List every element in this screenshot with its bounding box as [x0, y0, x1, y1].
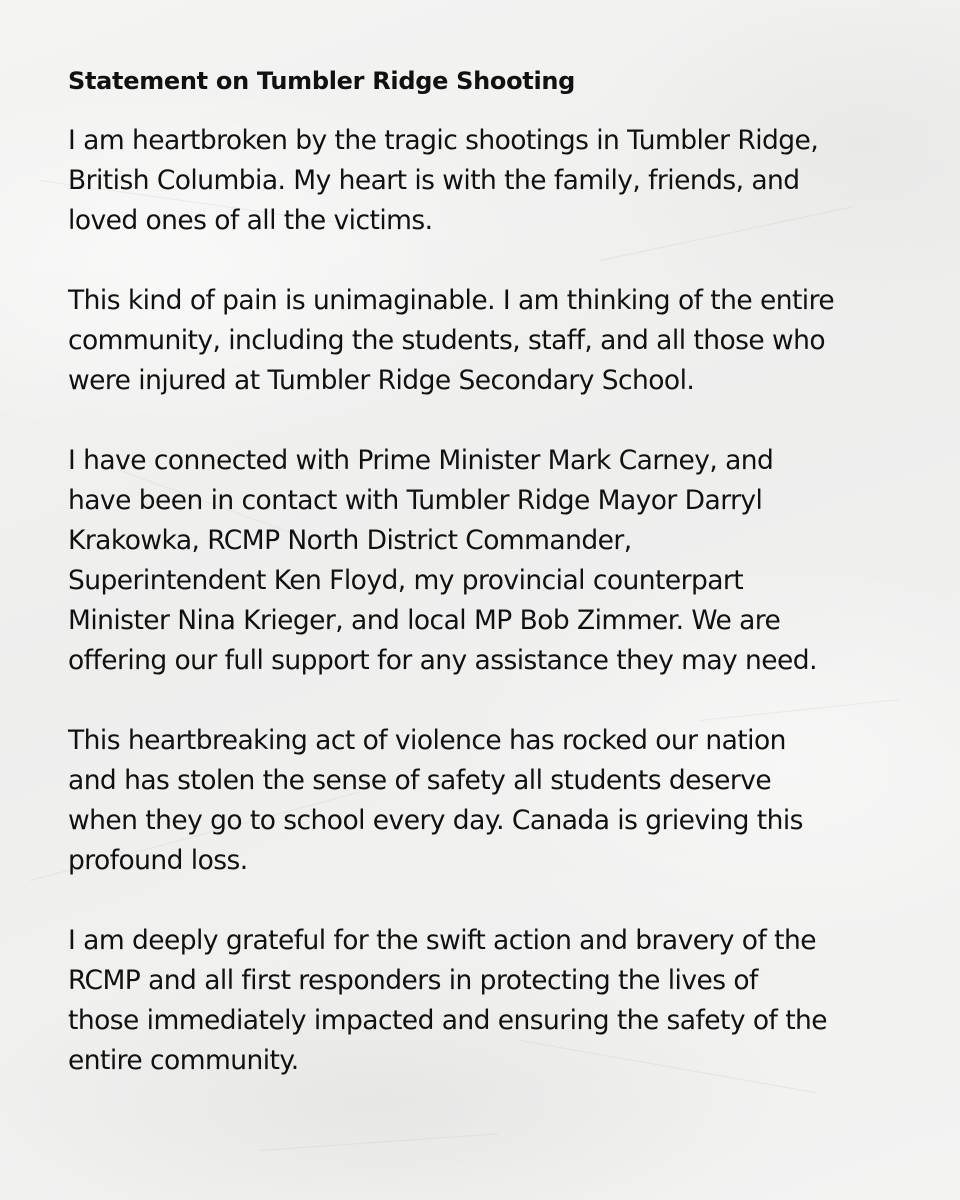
paragraph-line: and has stolen the sense of safety all students deserve [68, 765, 772, 796]
paragraph-line: profound loss. [68, 845, 248, 876]
paragraph-line: community, including the students, staff, and all those who [68, 325, 826, 356]
paragraph-line: This heartbreaking act of violence has rocked our nation [68, 725, 786, 756]
paragraph-line: offering our full support for any assistance they may need. [68, 645, 817, 676]
statement-document [68, 62, 908, 1081]
paragraph-line: Superintendent Ken Floyd, my provincial counterpart [68, 565, 744, 596]
statement-paragraph-4 [68, 721, 908, 881]
paragraph-line: were injured at Tumbler Ridge Secondary School. [68, 365, 695, 396]
paragraph-line: entire community. [68, 1045, 299, 1076]
paragraph-line: those immediately impacted and ensuring the safety of the [68, 1005, 828, 1036]
paragraph-line: I am heartbroken by the tragic shootings in Tumbler Ridge, [68, 125, 819, 156]
paragraph-line: when they go to school every day. Canada is grieving this [68, 805, 803, 836]
paragraph-line: This kind of pain is unimaginable. I am thinking of the entire [68, 285, 835, 316]
statement-paragraph-5 [68, 921, 908, 1081]
paragraph-line: RCMP and all first responders in protecting the lives of [68, 965, 758, 996]
paragraph-line: loved ones of all the victims. [68, 205, 433, 236]
paragraph-line: Minister Nina Krieger, and local MP Bob Zimmer. We are [68, 605, 781, 636]
paragraph-line: I am deeply grateful for the swift action and bravery of the [68, 925, 816, 956]
paragraph-line: I have connected with Prime Minister Mark Carney, and [68, 445, 774, 476]
statement-paragraph-1 [68, 121, 908, 241]
statement-title: Statement on Tumbler Ridge Shooting [68, 67, 576, 95]
paragraph-line: Krakowka, RCMP North District Commander, [68, 525, 632, 556]
statement-paragraph-2 [68, 281, 908, 401]
paragraph-line: have been in contact with Tumbler Ridge Mayor Darryl [68, 485, 763, 516]
paragraph-line: British Columbia. My heart is with the family, friends, and [68, 165, 800, 196]
statement-paragraph-3 [68, 441, 908, 681]
